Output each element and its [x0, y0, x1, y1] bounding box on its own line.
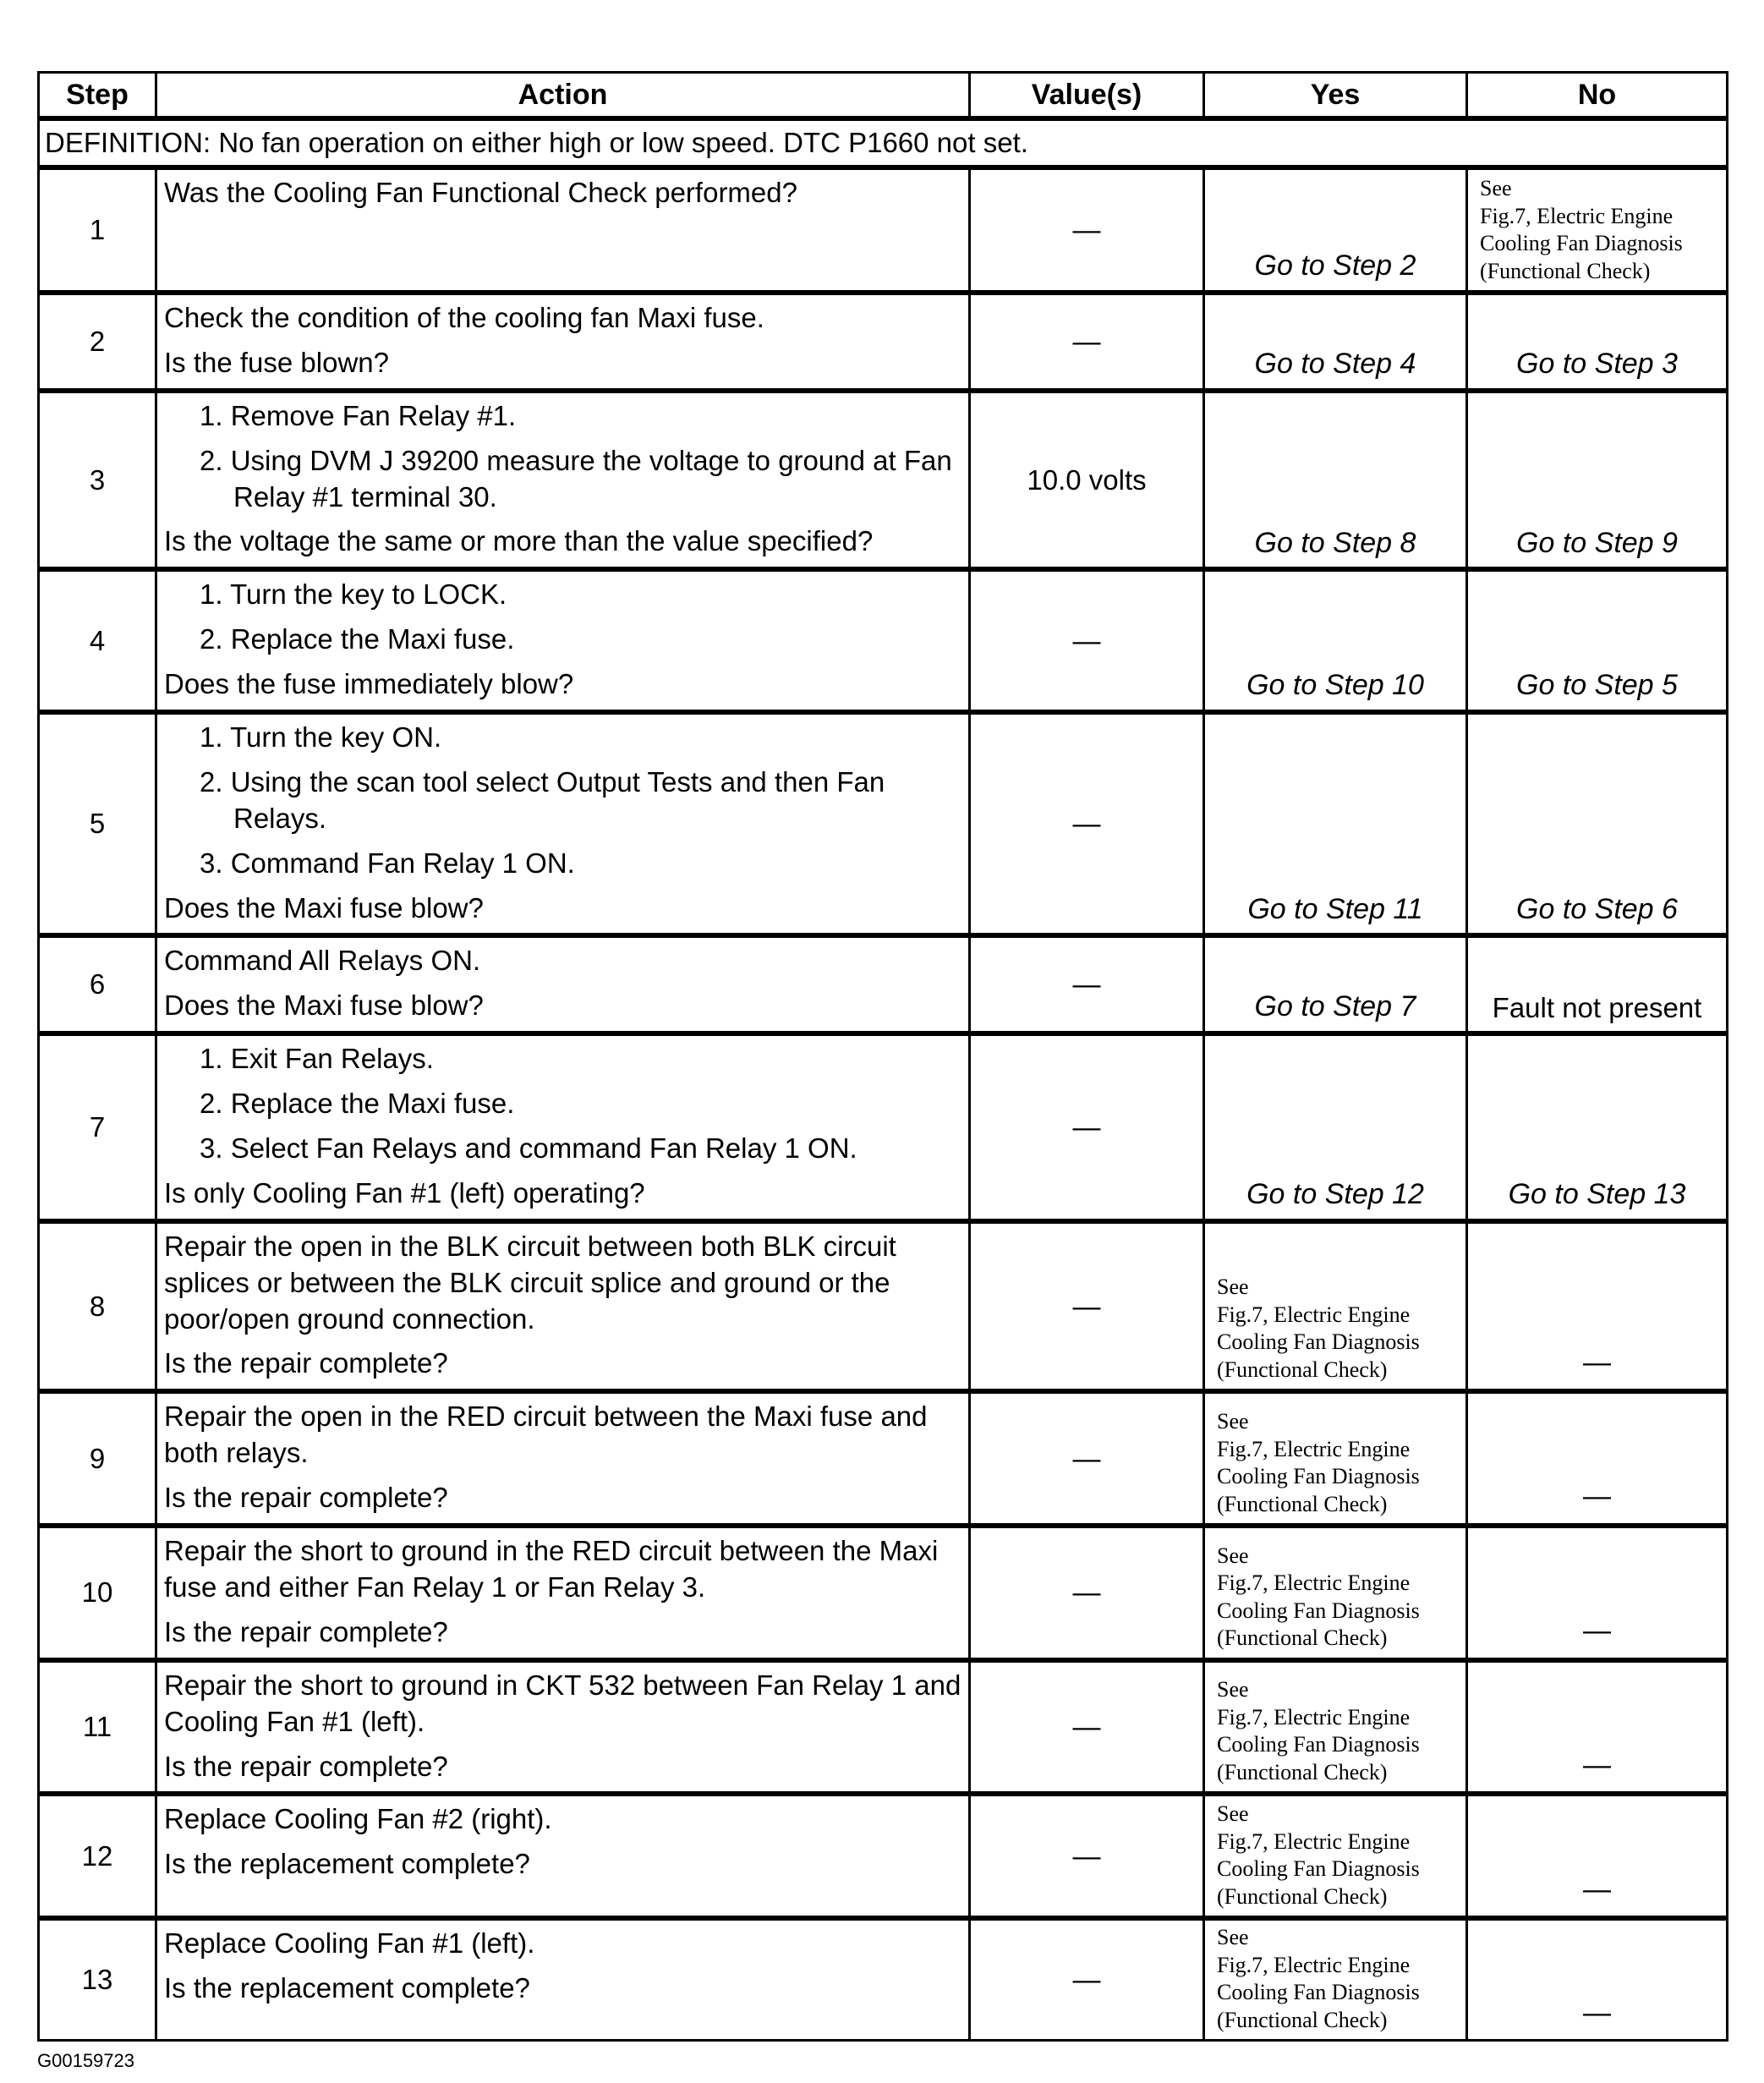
outcome-wrap [1205, 986, 1465, 1031]
table-row [39, 1526, 1728, 1660]
outcome-wrap [1468, 1610, 1726, 1658]
table-row [39, 293, 1728, 391]
action-text: Replace Cooling Fan #1 (left). [164, 1927, 535, 1960]
header-step: Step [39, 73, 156, 119]
page [37, 71, 1726, 2072]
table-row [39, 1391, 1728, 1526]
see-reference-line: (Functional Check) [1217, 1491, 1388, 1516]
goto-step-text: Go to Step 7 [1254, 990, 1416, 1023]
header-values: Value(s) [970, 73, 1204, 119]
value-cell: — [970, 1391, 1204, 1526]
yes-cell [1204, 935, 1467, 1033]
step-number: 9 [39, 1391, 156, 1526]
outcome-wrap [1205, 665, 1465, 710]
action-cell [156, 1033, 970, 1221]
see-reference-line: Fig.7, Electric Engine [1217, 1704, 1411, 1729]
action-cell [156, 1794, 970, 1918]
see-reference-line: Cooling Fan Diagnosis [1217, 1464, 1420, 1489]
see-reference-line: Cooling Fan Diagnosis [1217, 1598, 1420, 1623]
see-reference-line: Fig.7, Electric Engine [1217, 1302, 1411, 1327]
see-reference [1468, 172, 1726, 290]
no-cell [1467, 569, 1728, 712]
see-reference-line: Fig.7, Electric Engine [1217, 1436, 1411, 1461]
see-reference [1205, 1270, 1465, 1389]
step-number: 5 [39, 712, 156, 935]
outcome-wrap [1468, 172, 1726, 290]
value-cell: — [970, 1794, 1204, 1918]
yes-cell [1204, 1391, 1467, 1526]
action-question: Is the replacement complete? [164, 1848, 530, 1880]
step-number: 1 [39, 167, 156, 293]
yes-cell [1204, 1033, 1467, 1221]
action-cell [156, 1526, 970, 1660]
action-substep: 1. Turn the key ON. [200, 721, 442, 754]
goto-step-text: Go to Step 3 [1516, 347, 1678, 380]
no-cell [1467, 293, 1728, 391]
outcome-wrap [1468, 523, 1726, 567]
table-row [39, 1033, 1728, 1221]
see-reference-line: Cooling Fan Diagnosis [1217, 1329, 1420, 1355]
action-question: Is the voltage the same or more than the value specified? [164, 525, 874, 557]
value-cell: — [970, 1033, 1204, 1221]
dash-mark: — [1583, 1480, 1611, 1512]
no-cell [1467, 1221, 1728, 1392]
action-cell [156, 569, 970, 712]
action-text: Repair the short to ground in the RED circuit between the Maxi fuse and either Fan Relay 1 or Fan Relay 3. [164, 1535, 939, 1603]
action-question: Is the fuse blown? [164, 346, 389, 378]
action-substep: 2. Replace the Maxi fuse. [200, 1088, 515, 1120]
outcome-wrap [1468, 1869, 1726, 1916]
action-question: Is the repair complete? [164, 1482, 448, 1514]
step-number: 13 [39, 1918, 156, 2041]
value-cell: — [970, 1221, 1204, 1392]
outcome-wrap [1205, 1921, 1465, 2039]
table-row [39, 1794, 1728, 1918]
action-question: Does the fuse immediately blow? [164, 668, 574, 700]
yes-cell [1204, 569, 1467, 712]
outcome-wrap [1205, 343, 1465, 388]
table-row [39, 712, 1728, 935]
see-reference [1205, 1673, 1465, 1791]
dash-mark: — [1583, 1614, 1611, 1647]
yes-cell [1204, 1794, 1467, 1918]
action-substep: 3. Select Fan Relays and command Fan Relay 1 ON. [200, 1132, 857, 1165]
action-text: Was the Cooling Fan Functional Check performed? [164, 177, 797, 208]
see-reference-line: (Functional Check) [1217, 1625, 1388, 1651]
no-cell [1467, 935, 1728, 1033]
action-text: Repair the open in the RED circuit between the Maxi fuse and both relays. [164, 1401, 928, 1469]
step-number: 3 [39, 391, 156, 570]
goto-step-text: Go to Step 8 [1254, 526, 1416, 559]
see-reference-line: Fig.7, Electric Engine [1217, 1952, 1411, 1977]
outcome-wrap [1205, 1405, 1465, 1523]
see-reference-line: (Functional Check) [1217, 1883, 1388, 1909]
table-row [39, 935, 1728, 1033]
action-substep: 2. Using DVM J 39200 measure the voltage to ground at Fan Relay #1 terminal 30. [200, 444, 952, 513]
action-cell [156, 1660, 970, 1795]
yes-cell [1204, 1221, 1467, 1392]
outcome-wrap [1468, 1745, 1726, 1792]
value-cell: — [970, 167, 1204, 293]
step-number: 4 [39, 569, 156, 712]
goto-step-text: Go to Step 12 [1246, 1178, 1424, 1211]
action-text: Repair the open in the BLK circuit between both BLK circuit splices or between the BLK circuit splice and ground or the poor/open ground connection. [164, 1230, 896, 1335]
see-reference [1205, 1539, 1465, 1658]
goto-step-text: Go to Step 10 [1246, 669, 1424, 702]
value-cell: — [970, 712, 1204, 935]
no-cell [1467, 1033, 1728, 1221]
see-reference-line: (Functional Check) [1217, 1357, 1388, 1382]
no-cell [1467, 1660, 1728, 1795]
yes-cell [1204, 293, 1467, 391]
value-cell: — [970, 935, 1204, 1033]
no-cell [1467, 167, 1728, 293]
outcome-wrap [1205, 1797, 1465, 1916]
action-question: Is the repair complete? [164, 1615, 448, 1647]
value-cell: — [970, 1660, 1204, 1795]
see-reference [1205, 1405, 1465, 1523]
see-reference-line: Cooling Fan Diagnosis [1217, 1732, 1420, 1757]
action-substep: 1. Turn the key to LOCK. [200, 578, 507, 611]
step-number: 12 [39, 1794, 156, 1918]
header-no: No [1467, 73, 1728, 119]
outcome-wrap [1205, 1673, 1465, 1791]
action-cell [156, 391, 970, 570]
no-cell [1467, 1918, 1728, 2041]
action-cell [156, 1221, 970, 1392]
goto-step-text: Go to Step 13 [1508, 1178, 1686, 1211]
action-cell [156, 712, 970, 935]
outcome-wrap [1205, 523, 1465, 567]
see-reference-line: (Functional Check) [1480, 258, 1651, 283]
see-reference-line: (Functional Check) [1217, 2007, 1388, 2032]
see-reference-line: See [1217, 1274, 1249, 1300]
outcome-wrap [1205, 1174, 1465, 1219]
action-question: Is only Cooling Fan #1 (left) operating? [164, 1176, 645, 1209]
action-substep: 2. Replace the Maxi fuse. [200, 623, 515, 655]
no-cell [1467, 712, 1728, 935]
yes-cell [1204, 167, 1467, 293]
see-reference-line: See [1217, 1801, 1249, 1827]
goto-step-text: Go to Step 11 [1247, 892, 1423, 925]
dash-mark: — [1583, 1346, 1611, 1378]
action-cell [156, 167, 970, 293]
table-row [39, 1221, 1728, 1392]
outcome-wrap [1468, 343, 1726, 388]
dash-mark: — [1583, 1748, 1611, 1780]
action-question: Is the repair complete? [164, 1347, 448, 1379]
step-number: 7 [39, 1033, 156, 1221]
outcome-text: Fault not present [1492, 991, 1702, 1023]
action-question: Is the repair complete? [164, 1750, 448, 1782]
step-number: 10 [39, 1526, 156, 1660]
step-number: 11 [39, 1660, 156, 1795]
see-reference-line: See [1217, 1543, 1249, 1568]
action-cell [156, 293, 970, 391]
action-text: Check the condition of the cooling fan Maxi fuse. [164, 302, 764, 333]
see-reference-line: Cooling Fan Diagnosis [1217, 1980, 1420, 2005]
see-reference-line: See [1217, 1925, 1249, 1950]
diagnostic-table [37, 71, 1728, 2042]
yes-cell [1204, 1660, 1467, 1795]
table-row [39, 1918, 1728, 2041]
value-cell: — [970, 1526, 1204, 1660]
definition-row [39, 118, 1728, 167]
value-cell: — [970, 293, 1204, 391]
goto-step-text: Go to Step 6 [1516, 892, 1678, 925]
table-row [39, 391, 1728, 570]
yes-cell [1204, 1526, 1467, 1660]
outcome-wrap [1205, 1539, 1465, 1658]
value-cell: 10.0 volts [970, 391, 1204, 570]
action-substep: 3. Command Fan Relay 1 ON. [200, 847, 575, 879]
see-reference [1205, 1797, 1465, 1916]
goto-step-text: Go to Step 4 [1254, 347, 1416, 380]
table-row [39, 167, 1728, 293]
figure-code: G00159723 [37, 2050, 134, 2072]
step-number: 6 [39, 935, 156, 1033]
action-question: Does the Maxi fuse blow? [164, 989, 484, 1022]
see-reference-line: (Functional Check) [1217, 1759, 1388, 1784]
no-cell [1467, 1526, 1728, 1660]
action-question: Does the Maxi fuse blow? [164, 891, 484, 924]
value-cell: — [970, 569, 1204, 712]
step-number: 2 [39, 293, 156, 391]
outcome-wrap [1205, 1270, 1465, 1389]
see-reference-line: See [1217, 1409, 1249, 1434]
yes-cell [1204, 1918, 1467, 2041]
action-cell [156, 935, 970, 1033]
outcome-wrap [1205, 245, 1465, 290]
action-text: Command All Relays ON. [164, 945, 481, 977]
action-substep: 2. Using the scan tool select Output Tests and then Fan Relays. [200, 765, 885, 834]
header-row [39, 73, 1728, 119]
no-cell [1467, 1794, 1728, 1918]
see-reference-line: Fig.7, Electric Engine [1480, 203, 1674, 228]
see-reference-line: Fig.7, Electric Engine [1217, 1570, 1411, 1596]
header-yes: Yes [1204, 73, 1467, 119]
outcome-wrap [1205, 889, 1465, 934]
no-cell [1467, 391, 1728, 570]
action-substep: 1. Exit Fan Relays. [200, 1043, 434, 1075]
action-cell [156, 1918, 970, 2041]
goto-step-text: Go to Step 9 [1516, 526, 1678, 559]
outcome-wrap [1468, 889, 1726, 934]
outcome-wrap [1468, 1342, 1726, 1390]
header-action: Action [156, 73, 970, 119]
action-cell [156, 1391, 970, 1526]
table-row [39, 569, 1728, 712]
see-reference-line: See [1480, 176, 1512, 200]
action-text: Repair the short to ground in CKT 532 between Fan Relay 1 and Cooling Fan #1 (left). [164, 1669, 961, 1737]
table-row [39, 1660, 1728, 1795]
action-substep: 1. Remove Fan Relay #1. [200, 399, 517, 431]
goto-step-text: Go to Step 5 [1516, 669, 1678, 702]
see-reference-line: Cooling Fan Diagnosis [1480, 231, 1683, 255]
see-reference-line: Cooling Fan Diagnosis [1217, 1856, 1420, 1882]
outcome-wrap [1468, 1174, 1726, 1219]
yes-cell [1204, 391, 1467, 570]
action-question: Is the replacement complete? [164, 1972, 530, 2004]
no-cell [1467, 1391, 1728, 1526]
see-reference-line: See [1217, 1677, 1249, 1702]
goto-step-text: Go to Step 2 [1254, 249, 1416, 282]
outcome-wrap [1468, 988, 1726, 1032]
outcome-wrap [1468, 1476, 1726, 1523]
value-cell: — [970, 1918, 1204, 2041]
dash-mark: — [1583, 1996, 1611, 2028]
outcome-wrap [1468, 665, 1726, 710]
outcome-wrap [1468, 1993, 1726, 2040]
dash-mark: — [1583, 1872, 1611, 1905]
step-number: 8 [39, 1221, 156, 1392]
yes-cell [1204, 712, 1467, 935]
definition-text: DEFINITION: No fan operation on either high or low speed. DTC P1660 not set. [39, 118, 1728, 167]
see-reference [1205, 1921, 1465, 2039]
action-text: Replace Cooling Fan #2 (right). [164, 1803, 552, 1835]
see-reference-line: Fig.7, Electric Engine [1217, 1828, 1411, 1854]
